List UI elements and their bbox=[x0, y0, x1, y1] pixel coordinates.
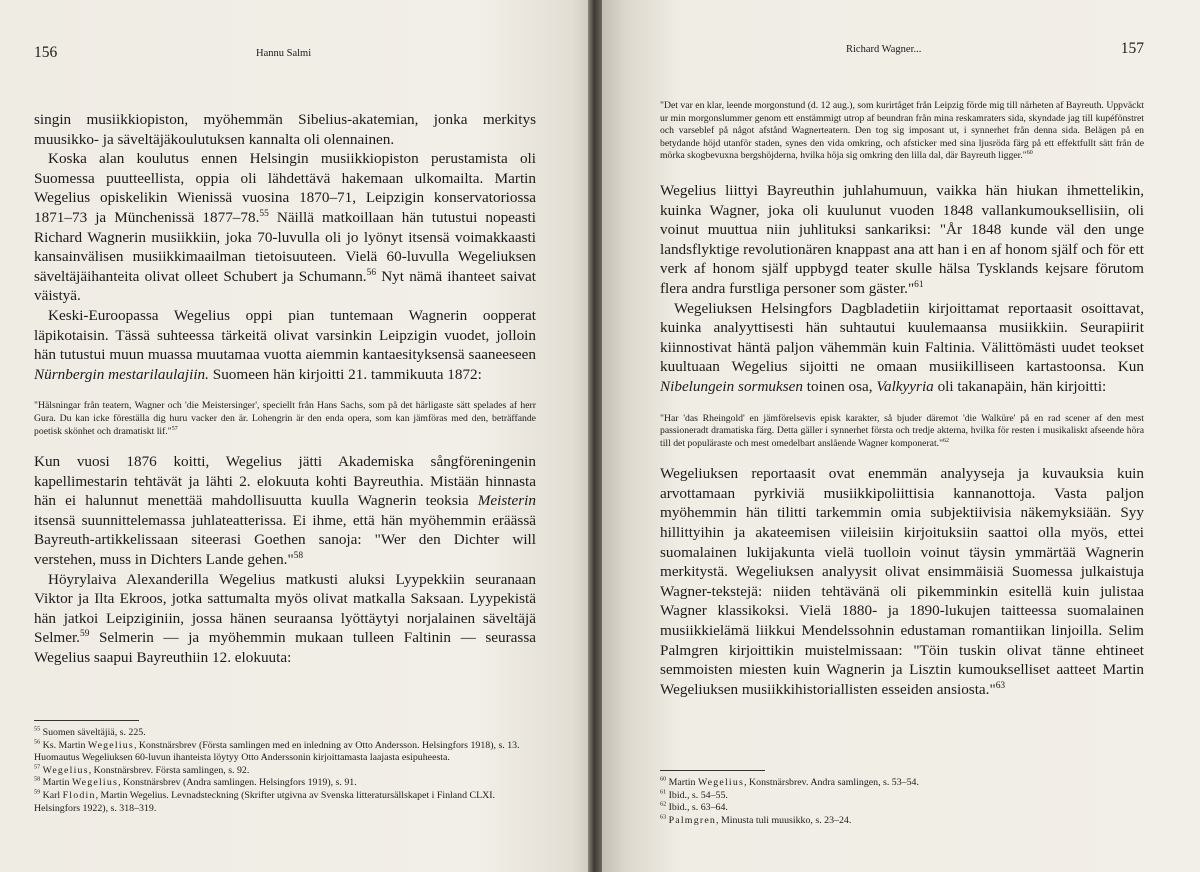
footnote-ref: 61 bbox=[914, 279, 924, 290]
footnote-number: 58 bbox=[34, 777, 41, 784]
text-run: Koska alan koulutus ennen Helsingin musiikkiopiston perustamista oli Suomessa puutteellista, oppia oli lähdettävä hakemaan ulkomailta. Martin Wegelius opiskelikin Wienissä vuosina 1870–71, Leipzigin konservatoriossa 1871–73 ja Münchenissä 1877–78. bbox=[34, 150, 536, 226]
footnote bbox=[34, 765, 536, 778]
right-block-quote-2 bbox=[660, 413, 1144, 451]
italic-title: Nibelungein sormuksen bbox=[660, 377, 803, 395]
footnote-ref: 56 bbox=[366, 267, 377, 278]
text-run: Wegeliuksen reportaasit ovat enemmän analyyseja ja kuvauksia kuin arvottamaan pyrkiviä musiikkipoliittisia kannanottoja. Vasta paljon myöhemmin hän tilitti tarkemmin omia subjektiivisia näkemyksiään. Syy hillittyihin ja akateemisen viileisiin kirjoituksiin saattoi olla myös, ettei suomalainen lukijakunta vielä tuolloin voinut täysin ymmärtää Wagnerin merkitystä. Wegeliuksen analyysit olivat ensimmäisiä Suomessa julkaistuja Wagner-tekstejä: niiden tehtävänä oli pikemminkin esitellä kuin julistaa Wagner klassikoksi. Vielä 1880- ja 1890-lukujen taitteessa suomalainen musiikkielämä liikkui Mendelssohnin edustaman romantiikan linjoilla. Selim Palmgren kirjoittikin muistelmissaan: "Töin tuskin olivat tänne ehtineet semmoisten miesten kuin Wagnerin ja Lisztin kumoukselliset aatteet Martin Wegeliuksen musiikkihistoriallisten esseiden ansiosta." bbox=[660, 465, 1144, 698]
text-run: itsensä suunnittelemassa juhlateatterissa. Ei ihme, että hän myöhemmin eräässä Bayreuth-artikkelissaan siteerasi Goethen sanoja: "Wer den Dichter will verstehen, muss in Dichters Lande gehen." bbox=[34, 511, 536, 569]
right-running-title: Richard Wagner... bbox=[846, 44, 922, 55]
left-running-title: Hannu Salmi bbox=[256, 48, 312, 59]
text-run: Ibid., s. 54–55. bbox=[668, 789, 728, 801]
text-run: Martin bbox=[42, 777, 72, 789]
footnote-ref: 58 bbox=[293, 551, 304, 561]
text-run: Wegelius liittyi Bayreuthin juhlahumuun, vaikka hän hiukan ihmettelikin, kuinka Wagner, joka oli kuulunut vuoden 1848 vallankumouksellisiin, oli voinut muuttua niin juhlituksi sankariksi: "År 1848 kunde väl den unge landsflyktige revolutionären knappast ana att han i en af honom själf och för ett verk af honom själf uppbygd teater skulle hälsa Tysklands kejsare förutom flera andra furstliga personer som gäster." bbox=[660, 181, 1144, 297]
author-name: Wegelius bbox=[697, 777, 745, 788]
footnote-ref: 62 bbox=[943, 437, 950, 444]
footnote-ref: 57 bbox=[171, 425, 178, 432]
italic-title: Meisterin bbox=[477, 492, 536, 510]
footnote-separator bbox=[660, 770, 765, 771]
right-body-text bbox=[660, 181, 1144, 397]
footnote-number: 57 bbox=[34, 764, 41, 771]
text-run: Karl bbox=[42, 789, 63, 801]
footnote-ref: 55 bbox=[259, 208, 269, 219]
italic-title: Valkyyria bbox=[876, 377, 934, 395]
text-run: , Konstnärsbrev. Andra samlingen, s. 53–54. bbox=[744, 777, 919, 788]
right-body-text-2 bbox=[660, 464, 1144, 699]
text-run: Kun vuosi 1876 koitti, Wegelius jätti Akademiska sångföreningenin kapellimestarin tehtävät ja lähti 2. elokuuta kohti Bayreuthia. Mistään hinnasta hän ei halunnut menettää mahdollisuutta kuulla Wagnerin teoksia bbox=[34, 453, 536, 510]
paragraph bbox=[34, 306, 536, 384]
footnote-separator bbox=[34, 720, 139, 721]
text-run: Ks. Martin bbox=[42, 739, 88, 751]
text-run: Wegeliuksen Helsingfors Dagbladetiin kirjoittamat reportaasit osoittavat, kuinka analyyttisesti hän suhtautui kuulemaansa musiikkiin. Seurapiirit kiinnostivat häntä paljon vähemmän kuin Faltinia. Välittömästi uudet teokset kuultuaan Wegelius sijoitti ne omaan musiikilliseen kartastoonsa. Kun bbox=[660, 299, 1144, 376]
italic-title: Nürnbergin mestarilaulajiin. bbox=[34, 365, 209, 383]
right-running-head bbox=[660, 40, 1144, 64]
text-run: Keski-Euroopassa Wegelius oppi pian tuntemaan Wagnerin oopperat läpikotaisin. Tässä suhteessa tärkeitä olivat varsinkin Leipzigin vuodet, jolloin hän tutustui muun muassa muutamaa vuotta aiemmin kantaesityksensä saaneeseen bbox=[34, 306, 536, 364]
author-name: Wegelius bbox=[87, 739, 134, 751]
right-footnotes bbox=[660, 770, 1144, 827]
right-page-number: 157 bbox=[1120, 40, 1144, 57]
paragraph bbox=[660, 181, 1144, 299]
paragraph bbox=[34, 452, 536, 570]
footnote-number: 56 bbox=[34, 739, 41, 746]
text-run: "Har 'das Rheingold' en jämförelsevis episk karakter, så bjuder däremot 'die Walküre' på en rad scener af den mest passioneradt dramatiska färg. Detta gäller i synnerhet första och tredje akterna, hvilka för resten i musikaliskt afseende höra till det populäraste och mest omedelbart anslående Wagner komponerat." bbox=[660, 412, 1144, 449]
text-run: Suomen säveltäjiä, s. 225. bbox=[42, 727, 146, 738]
right-block-quote-1 bbox=[660, 100, 1144, 163]
text-run: , Minusta tuli muusikko, s. 23–24. bbox=[716, 814, 852, 826]
text-run: "Det var en klar, leende morgonstund (d. 12 aug.), som kurirtåget från Leipzig förde mig till närheten af Bayreuth. Uppväckt ur min morgonslummer genom ett enstämmigt utrop af beundran från mina reskamraters sida, skyndade jag till kupéfönstret och varseblef på något afstånd Wagnerteatern. Den tog sig imposant ut, i synnerhet från denna sida. Belägen på en betydande höjd utanför staden, synes den vida omkring, och afsticker med sina ljusröda färg på ett effektfullt sätt från de mörka skogbevuxna bergshöjderna, hvilka höja sig omkring den lilla dal, där Bayreuth ligger." bbox=[660, 100, 1144, 162]
left-footnotes bbox=[34, 720, 536, 815]
text-run: toinen osa, bbox=[803, 377, 877, 395]
footnote bbox=[34, 740, 536, 765]
footnote bbox=[660, 790, 1144, 803]
footnote bbox=[34, 727, 536, 740]
left-running-head bbox=[34, 44, 536, 68]
author-name: Wegelius bbox=[71, 777, 119, 789]
footnote-number: 63 bbox=[660, 814, 667, 821]
footnote bbox=[660, 777, 1144, 790]
footnote-ref: 60 bbox=[1026, 150, 1033, 157]
text-run: , Konstnärsbrev (Andra samlingen. Helsingfors 1919), s. 91. bbox=[118, 777, 357, 789]
left-page-number: 156 bbox=[34, 44, 58, 61]
text-run: Martin bbox=[668, 777, 698, 788]
text-run: Nyt nämä ihanteet saivat väistyä. bbox=[34, 267, 536, 305]
text-run: oli takanapäin, hän kirjoitti: bbox=[933, 377, 1107, 395]
footnote-number: 61 bbox=[660, 789, 667, 796]
text-run: , Konstnärsbrev. Första samlingen, s. 92. bbox=[88, 764, 250, 776]
author-name: Flodin bbox=[62, 789, 96, 801]
footnote-number: 60 bbox=[660, 776, 667, 783]
text-run: Höyrylaiva Alexanderilla Wegelius matkusti aluksi Lyypekkiin seuranaan Viktor ja Ilta Ekroos, jotka sattumalta myös olivat matkalla Saksaan. Lyypekistä hän jatkoi Leipziginiin, jossa hänen seuraansa lyöttäytyi norjalainen säveltäjä Selmer. bbox=[34, 570, 536, 647]
footnote-number: 55 bbox=[34, 726, 41, 733]
text-run: Näillä matkoillaan hän tutustui nopeasti Richard Wagnerin musiikkiin, joka 70-luvulla oli jo lyönyt itsensä voimakkaasti kansainvälisen musiikkimaailman tietoisuuteen. Vielä 60-luvulla Wegeliuksen säveltäjäihanteita olivat olleet Schubert ja Schumann. bbox=[34, 208, 536, 285]
footnote bbox=[34, 790, 536, 815]
book-gutter bbox=[588, 0, 602, 872]
left-footnote-list bbox=[34, 727, 536, 815]
paragraph bbox=[34, 149, 536, 306]
footnote-ref: 63 bbox=[995, 680, 1006, 691]
author-name: Wegelius bbox=[42, 764, 89, 776]
footnote bbox=[660, 802, 1144, 815]
left-page bbox=[0, 0, 596, 872]
left-body-text bbox=[34, 110, 536, 384]
text-run: "Hälsningar från teatern, Wagner och 'die Meistersinger', speciellt från Hans Sachs, som på det härligaste sätt spelades af herr Gura. Du kan icke föreställa dig huru vacker den är. Lohengrin är den enda opera, som kan jämföras med den, beträffande poetisk skönhet och dramatiskt lif." bbox=[34, 400, 536, 437]
paragraph bbox=[34, 110, 536, 149]
paragraph bbox=[660, 464, 1144, 699]
footnote bbox=[660, 815, 1144, 828]
left-block-quote bbox=[34, 400, 536, 438]
footnote bbox=[34, 777, 536, 790]
paragraph bbox=[660, 299, 1144, 397]
text-run: , Konstnärsbrev (Första samlingen med en inledning av Otto Andersson. Helsingfors 1918), s. 13. Huomautus Wegeliuksen 60-luvun ihanteista löytyy Otto Anderssonin kirjoittamasta laajasta esipuheesta. bbox=[34, 739, 520, 764]
text-run: Suomeen hän kirjoitti 21. tammikuuta 1872: bbox=[208, 365, 482, 383]
text-run: Selmerin — ja myöhemmin mukaan tulleen Faltinin — seurassa Wegelius saapui Bayreuthiin 12. elokuuta: bbox=[34, 629, 536, 667]
text-run: , Martin Wegelius. Levnadsteckning (Skrifter utgivna av Svenska litteratursällskapet i Finland CLXI. Helsingfors 1922), s. 318–319. bbox=[34, 789, 496, 814]
author-name: Palmgren bbox=[668, 814, 717, 826]
text-run: Ibid., s. 63–64. bbox=[668, 802, 728, 814]
footnote-number: 59 bbox=[34, 789, 41, 796]
right-footnote-list bbox=[660, 777, 1144, 827]
text-run: singin musiikkiopiston, myöhemmän Sibelius-akatemian, jonka merkitys muusikko- ja säveltäjäkoulutuksen kannalta oli olennainen. bbox=[34, 111, 536, 148]
left-body-text-2 bbox=[34, 452, 536, 668]
paragraph bbox=[34, 570, 536, 668]
footnote-number: 62 bbox=[660, 801, 667, 808]
footnote-ref: 59 bbox=[79, 629, 90, 640]
right-page bbox=[596, 0, 1200, 872]
